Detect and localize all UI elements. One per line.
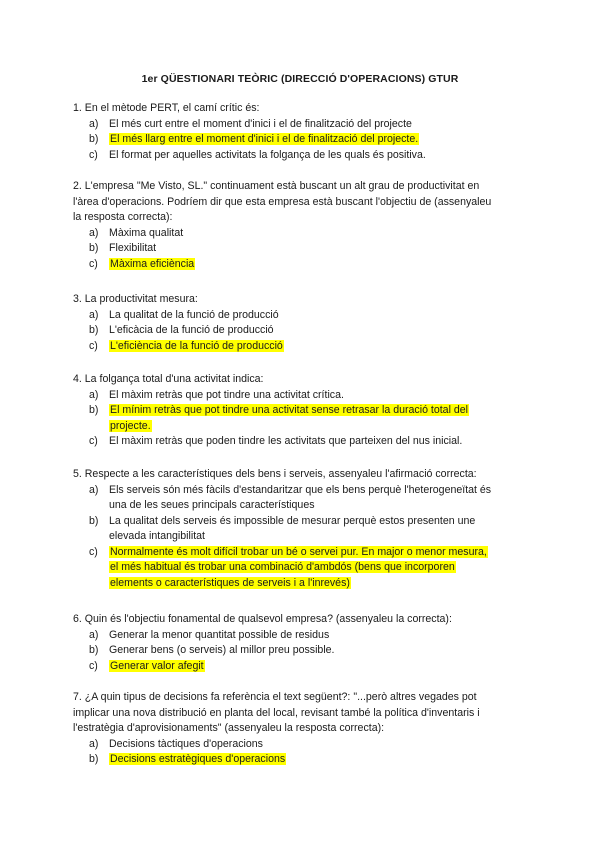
highlighted-answer: El mínim retràs que pot tindre una activitat sense retrasar la duració total del <box>110 404 469 416</box>
question-1-text-row <box>73 101 259 116</box>
highlighted-answer: Normalmente és molt difícil trobar un bé o servei pur. En major o menor mesura, <box>110 545 487 558</box>
option-letter: c) <box>89 148 98 161</box>
option-text-row <box>109 628 329 643</box>
option-text: L'eficàcia de la funció de producció <box>109 324 274 336</box>
question-7-text-row <box>73 690 477 705</box>
option-text: Decisions tàctiques d'operacions <box>109 737 263 750</box>
option-letter: b) <box>89 404 99 416</box>
option-text-row <box>109 388 344 403</box>
option-text: Flexibilitat <box>109 242 157 254</box>
question-2-text: l'àrea d'operacions. Podríem dir que esta empresa està buscant l'objectiu de (assenyaleu <box>73 195 492 208</box>
option-letter: b) <box>89 324 99 336</box>
option-row <box>89 752 98 767</box>
option-text-row <box>109 226 183 241</box>
option-text: una de les seues principals característiques <box>109 499 315 511</box>
option-text-row <box>109 529 205 544</box>
option-row <box>89 388 98 403</box>
option-letter: b) <box>89 514 99 527</box>
option-text-row <box>109 737 263 752</box>
question-6-text-row <box>73 612 452 627</box>
option-row <box>89 148 98 163</box>
question-2-text-row <box>73 179 479 194</box>
option-row <box>89 434 98 449</box>
question-3-text-row <box>73 292 198 307</box>
question-2-text: la resposta correcta): <box>73 211 173 223</box>
question-7-text-row <box>73 721 384 736</box>
highlighted-answer-row <box>109 419 152 434</box>
option-text: La qualitat dels serveis és impossible de mesurar perquè estos presenten une <box>109 514 476 527</box>
highlighted-answer: projecte. <box>110 419 151 432</box>
highlighted-answer: el més habitual és trobar una combinació d'ambdós (bens que incorporen <box>110 561 455 573</box>
option-letter: a) <box>89 388 99 401</box>
highlighted-answer: elements o característiques de serveis i a l'inrevés) <box>110 576 350 589</box>
option-row <box>89 132 98 147</box>
option-text-row <box>109 434 462 449</box>
question-2-text-row <box>73 195 491 210</box>
option-letter: b) <box>89 644 99 656</box>
option-text-row <box>109 659 205 674</box>
option-text-row <box>109 148 426 163</box>
document-title: 1er QÜESTIONARI TEÒRIC (DIRECCIÓ D'OPERACIONS) GTUR <box>141 73 459 85</box>
option-text-row <box>109 339 284 354</box>
highlighted-answer: El més llarg entre el moment d'inici i el de finalització del projecte. <box>110 133 419 145</box>
question-4-text: 4. La folgança total d'una activitat indica: <box>73 373 264 385</box>
question-3-text: 3. La productivitat mesura: <box>73 293 198 305</box>
question-4-text-row <box>73 372 263 387</box>
option-text-row <box>109 498 315 513</box>
option-row <box>89 241 98 256</box>
highlighted-answer-row <box>109 576 351 591</box>
option-row <box>89 323 98 338</box>
option-letter: b) <box>89 753 99 765</box>
option-text-row <box>109 323 274 338</box>
option-text-row <box>109 117 412 132</box>
option-row <box>89 514 98 529</box>
question-7-text: l'estratègia d'aprovisionaments" (assenyaleu la resposta correcta): <box>73 722 385 734</box>
option-text-row <box>109 483 491 498</box>
question-1-text: 1. En el mètode PERT, el camí crític és: <box>73 102 260 114</box>
option-text-row <box>109 643 335 658</box>
option-text: Els serveis són més fàcils d'estandaritzar que els bens perquè l'heterogeneïtat és <box>109 483 492 496</box>
question-7-text: 7. ¿A quin tipus de decisions fa referència el text següent?: "...però altres vegades pot <box>73 691 477 703</box>
option-text-row <box>109 545 488 560</box>
option-letter: a) <box>89 737 99 750</box>
option-letter: c) <box>89 659 98 672</box>
option-row <box>89 483 98 498</box>
option-text: El màxim retràs que pot tindre una activitat crítica. <box>109 388 344 401</box>
option-text: Generar bens (o serveis) al millor preu possible. <box>109 644 335 656</box>
option-row <box>89 226 98 241</box>
option-text-row <box>109 257 195 272</box>
option-letter: c) <box>89 545 98 558</box>
option-text: La qualitat de la funció de producció <box>109 308 279 321</box>
option-row <box>89 117 98 132</box>
option-text-row <box>109 752 286 767</box>
option-letter: a) <box>89 117 99 130</box>
highlighted-answer: Decisions estratègiques d'operacions <box>110 753 286 765</box>
option-text-row <box>109 514 475 529</box>
question-6-text: 6. Quin és l'objectiu fonamental de qualsevol empresa? (assenyaleu la correcta): <box>73 613 452 625</box>
option-row <box>89 737 98 752</box>
option-letter: a) <box>89 308 99 321</box>
option-letter: c) <box>89 339 98 352</box>
option-letter: b) <box>89 242 99 254</box>
question-7-text: implicar una nova distribució en planta del local, revisant també la política d'inventaris i <box>73 706 480 719</box>
question-2-text: 2. L'empresa "Me Visto, SL." continuament està buscant un alt grau de productivitat en <box>73 180 480 192</box>
option-row <box>89 643 98 658</box>
option-text-row <box>109 308 279 323</box>
option-text: Màxima qualitat <box>109 226 184 239</box>
question-5-text-row <box>73 467 477 482</box>
option-letter: c) <box>89 257 98 270</box>
option-row <box>89 257 98 272</box>
option-row <box>89 308 98 323</box>
option-text: El màxim retràs que poden tindre les activitats que parteixen del nus inicial. <box>109 435 463 447</box>
highlighted-answer: Màxima eficiència <box>110 257 195 270</box>
question-5-text: 5. Respecte a les característiques dels bens i serveis, assenyaleu l'afirmació correcta: <box>73 468 477 480</box>
option-row <box>89 659 98 674</box>
highlighted-answer: L'eficiència de la funció de producció <box>110 339 283 352</box>
option-letter: a) <box>89 628 99 641</box>
option-text: El més curt entre el moment d'inici i el de finalització del projecte <box>109 117 412 130</box>
option-row <box>89 628 98 643</box>
option-letter: b) <box>89 133 99 145</box>
option-row <box>89 403 98 418</box>
option-text-row <box>109 241 156 256</box>
highlighted-answer: Generar valor afegit <box>110 659 204 672</box>
question-2-text-row <box>73 210 173 225</box>
option-text: El format per aquelles activitats la folgança de les quals és positiva. <box>109 148 426 161</box>
option-row <box>89 545 98 560</box>
option-text: elevada intangibilitat <box>109 530 206 542</box>
option-letter: a) <box>89 226 99 239</box>
option-letter: a) <box>89 483 99 496</box>
highlighted-answer-row <box>109 560 456 575</box>
option-row <box>89 339 98 354</box>
option-letter: c) <box>89 435 98 447</box>
option-text: Generar la menor quantitat possible de residus <box>109 628 330 641</box>
question-7-text-row <box>73 706 480 721</box>
option-text-row <box>109 403 469 418</box>
option-text-row <box>109 132 419 147</box>
